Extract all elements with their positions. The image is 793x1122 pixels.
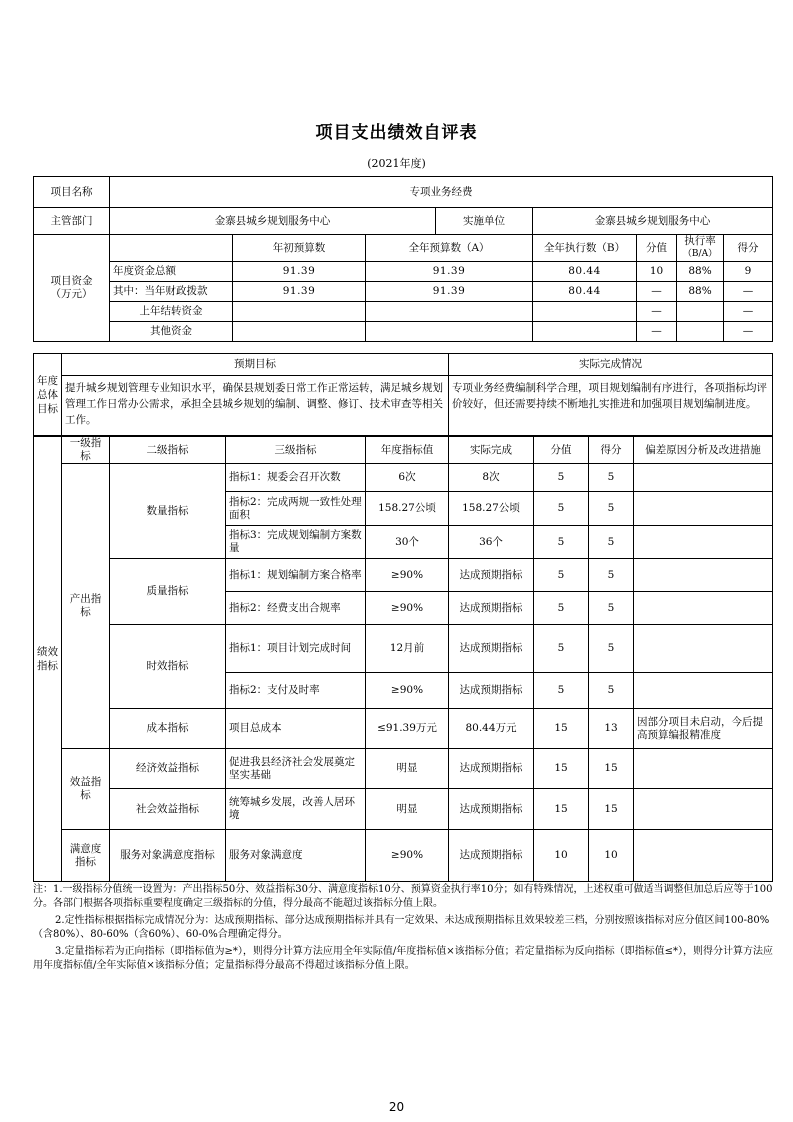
satisf-label <box>62 830 110 882</box>
dept-value: 金寨县城乡规划服务中心 <box>110 208 436 235</box>
l3-cell: 指标3：完成规划编制方案数量 <box>226 526 366 559</box>
fund-row-score: 9 <box>724 262 773 282</box>
score-cell: 10 <box>589 830 634 882</box>
actual-cell: 达成预期指标 <box>449 559 534 592</box>
l3-cell: 指标1：规划编制方案合格率 <box>226 559 366 592</box>
goals-label-l3: 目标 <box>37 402 58 415</box>
fund-row-rate: 88% <box>677 282 724 302</box>
remark-cell <box>634 559 773 592</box>
target-cell: 6次 <box>366 464 449 492</box>
h-actual: 实际完成 <box>449 437 534 464</box>
page-number: 20 <box>388 1100 405 1114</box>
actual-text: 专项业务经费编制科学合理，项目规划编制有序进行，各项指标均评价较好，但还需要持续不断地扎实推进和加强项目规划编制进度。 <box>449 376 773 436</box>
score-cell: 5 <box>589 526 634 559</box>
fund-row-value: — <box>637 282 677 302</box>
fund-row-value: 10 <box>637 262 677 282</box>
funds-label-l2: （万元） <box>50 288 93 300</box>
h-target: 年度指标值 <box>366 437 449 464</box>
remark-cell <box>634 592 773 625</box>
remark-cell <box>634 492 773 526</box>
fund-row-exec: 80.44 <box>533 282 637 302</box>
fund-row-budget: 91.39 <box>233 262 366 282</box>
h-score: 得分 <box>589 437 634 464</box>
output-label <box>62 464 110 749</box>
benefit-label <box>62 749 110 830</box>
funds-label <box>34 235 110 342</box>
project-name-value: 专项业务经费 <box>110 177 773 208</box>
col-rate-l1: 执行率 <box>684 235 716 247</box>
value-cell: 15 <box>534 789 589 830</box>
benefit-label-l2: 标 <box>80 789 91 801</box>
timeliness-label: 时效指标 <box>110 625 226 709</box>
perf-label <box>34 437 62 882</box>
note-2: 2.定性指标根据指标完成情况分为：达成预期指标、部分达成预期指标并具有一定效果、未达成预期指标且效果较差三档，分别按照该指标对应分值区间100-80%（含80%）、80-60%（含60%）、60-0%合理确定得分。 <box>33 915 770 940</box>
fund-row-budget <box>233 322 366 342</box>
fund-row-exec <box>533 322 637 342</box>
fund-row-label: 上年结转资金 <box>110 302 233 322</box>
page-title: 项目支出绩效自评表 <box>315 123 478 143</box>
col-score-value: 分值 <box>637 235 677 262</box>
note-3: 3.定量指标若为正向指标（即指标值为≥*），则得分计算方法应用全年实际值/年度指标值×该指标分值；若定量指标为反向指标（即指标值≤*），则得分计算方法应用年度指标值/全年实际值×该指标分值；定量指标得分最高不得超过该指标分值上限。 <box>33 946 774 971</box>
l3-cell: 服务对象满意度 <box>226 830 366 882</box>
output-label-l1: 产出指 <box>69 593 102 605</box>
fund-row-full: 91.39 <box>366 282 533 302</box>
actual-cell: 达成预期指标 <box>449 673 534 709</box>
satisf-label-l1: 满意度 <box>69 842 102 855</box>
fund-row-exec: 80.44 <box>533 262 637 282</box>
l3-cell: 指标2：支付及时率 <box>226 673 366 709</box>
actual-cell: 达成预期指标 <box>449 749 534 789</box>
l3-cell: 指标2：完成两规一致性处理面积 <box>226 492 366 526</box>
actual-cell: 达成预期指标 <box>449 592 534 625</box>
target-cell: ≥90% <box>366 559 449 592</box>
actual-cell: 8次 <box>449 464 534 492</box>
project-name-label: 项目名称 <box>34 177 110 208</box>
benefit-label-l1: 效益指 <box>69 776 102 788</box>
l3-cell: 指标1：规委会召开次数 <box>226 464 366 492</box>
fund-row-budget: 91.39 <box>233 282 366 302</box>
fund-row-full <box>366 322 533 342</box>
col-rate-l2: （B/A） <box>682 249 718 259</box>
fund-row-full: 91.39 <box>366 262 533 282</box>
goals-table <box>33 353 773 436</box>
fund-row-value: — <box>637 302 677 322</box>
value-cell: 10 <box>534 830 589 882</box>
remark-cell <box>634 464 773 492</box>
l3-cell: 统筹城乡发展，改善人居环境 <box>226 789 366 830</box>
perf-label-l1: 绩效 <box>37 646 58 658</box>
score-cell: 5 <box>589 492 634 526</box>
fund-row-score: — <box>724 282 773 302</box>
h-level1: 一级指标 <box>62 437 110 464</box>
cost-label: 成本指标 <box>110 709 226 749</box>
target-cell: ≤91.39万元 <box>366 709 449 749</box>
goals-label-l2: 总体 <box>37 388 58 401</box>
value-cell: 5 <box>534 673 589 709</box>
l3-cell: 指标2：经费支出合规率 <box>226 592 366 625</box>
fund-row-exec <box>533 302 637 322</box>
actual-cell: 36个 <box>449 526 534 559</box>
target-cell: 158.27公顷 <box>366 492 449 526</box>
value-cell: 15 <box>534 749 589 789</box>
remark-cell: 因部分项目未启动，今后提高预算编报精准度 <box>634 709 773 749</box>
value-cell: 5 <box>534 592 589 625</box>
quantity-label: 数量指标 <box>110 464 226 559</box>
impl-label: 实施单位 <box>436 208 533 235</box>
actual-cell: 158.27公顷 <box>449 492 534 526</box>
perf-table <box>33 436 773 882</box>
note-1: 注：1.一级指标分值统一设置为：产出指标50分、效益指标30分、满意度指标10分、预算资金执行率10分；如有特殊情况，上述权重可做适当调整但加总后应等于100分。各部门根据各项指标重要程度确定三级指标的分值，得分最高不能超过该指标分值上限。 <box>33 884 773 909</box>
h-level3: 三级指标 <box>226 437 366 464</box>
fund-row-rate <box>677 322 724 342</box>
actual-cell: 达成预期指标 <box>449 830 534 882</box>
output-label-l2: 标 <box>80 606 91 618</box>
l3-cell: 促进我县经济社会发展奠定坚实基础 <box>226 749 366 789</box>
remark-cell <box>634 625 773 673</box>
col-rate <box>677 235 724 262</box>
remark-cell <box>634 673 773 709</box>
l3-cell: 项目总成本 <box>226 709 366 749</box>
target-cell: 12月前 <box>366 625 449 673</box>
target-cell: 明显 <box>366 789 449 830</box>
remark-cell <box>634 830 773 882</box>
remark-cell <box>634 749 773 789</box>
satisf-level2: 服务对象满意度指标 <box>110 830 226 882</box>
value-cell: 5 <box>534 464 589 492</box>
fund-row-label: 年度资金总额 <box>110 262 233 282</box>
perf-label-l2: 指标 <box>37 660 58 672</box>
target-cell: 明显 <box>366 749 449 789</box>
col-score: 得分 <box>724 235 773 262</box>
header-funds-table <box>33 176 773 342</box>
actual-cell: 达成预期指标 <box>449 625 534 673</box>
col-full: 全年预算数（A） <box>366 235 533 262</box>
value-cell: 5 <box>534 559 589 592</box>
remark-cell <box>634 789 773 830</box>
target-cell: ≥90% <box>366 830 449 882</box>
l3-cell: 指标1：项目计划完成时间 <box>226 625 366 673</box>
h-remark: 偏差原因分析及改进措施 <box>634 437 773 464</box>
value-cell: 5 <box>534 526 589 559</box>
score-cell: 13 <box>589 709 634 749</box>
satisf-label-l2: 指标 <box>75 855 96 868</box>
actual-cell: 80.44万元 <box>449 709 534 749</box>
fund-row-full <box>366 302 533 322</box>
fund-row-value: — <box>637 322 677 342</box>
fund-row-budget <box>233 302 366 322</box>
fund-row-label: 其中：当年财政拨款 <box>110 282 233 302</box>
col-budget: 年初预算数 <box>233 235 366 262</box>
target-cell: 30个 <box>366 526 449 559</box>
score-cell: 5 <box>589 559 634 592</box>
year-label: (2021年度) <box>367 157 426 170</box>
notes <box>33 883 775 976</box>
col-exec: 全年执行数（B） <box>533 235 637 262</box>
score-cell: 5 <box>589 592 634 625</box>
expected-header: 预期目标 <box>62 354 449 376</box>
remark-cell <box>634 526 773 559</box>
fund-row-rate: 88% <box>677 262 724 282</box>
fund-row-score: — <box>724 302 773 322</box>
value-cell: 15 <box>534 709 589 749</box>
goals-label-l1: 年度 <box>37 374 58 387</box>
actual-header: 实际完成情况 <box>449 354 773 376</box>
h-level2: 二级指标 <box>110 437 226 464</box>
target-cell: ≥90% <box>366 592 449 625</box>
value-cell: 5 <box>534 625 589 673</box>
h-value: 分值 <box>534 437 589 464</box>
impl-value: 金寨县城乡规划服务中心 <box>533 208 773 235</box>
actual-cell: 达成预期指标 <box>449 789 534 830</box>
fund-row-rate <box>677 302 724 322</box>
funds-label-l1: 项目资金 <box>50 275 93 287</box>
social-label: 社会效益指标 <box>110 789 226 830</box>
expected-text: 提升城乡规划管理专业知识水平，确保县规划委日常工作正常运转，满足城乡规划管理工作日常办公需求，承担全县城乡规划的编制、调整、修订、技术审查等相关工作。 <box>62 376 449 436</box>
score-cell: 5 <box>589 464 634 492</box>
goals-label <box>34 354 62 436</box>
score-cell: 15 <box>589 789 634 830</box>
score-cell: 15 <box>589 749 634 789</box>
fund-row-score: — <box>724 322 773 342</box>
fund-row-label: 其他资金 <box>110 322 233 342</box>
econ-label: 经济效益指标 <box>110 749 226 789</box>
target-cell: ≥90% <box>366 673 449 709</box>
quality-label: 质量指标 <box>110 559 226 625</box>
score-cell: 5 <box>589 673 634 709</box>
score-cell: 5 <box>589 625 634 673</box>
dept-label: 主管部门 <box>34 208 110 235</box>
value-cell: 5 <box>534 492 589 526</box>
